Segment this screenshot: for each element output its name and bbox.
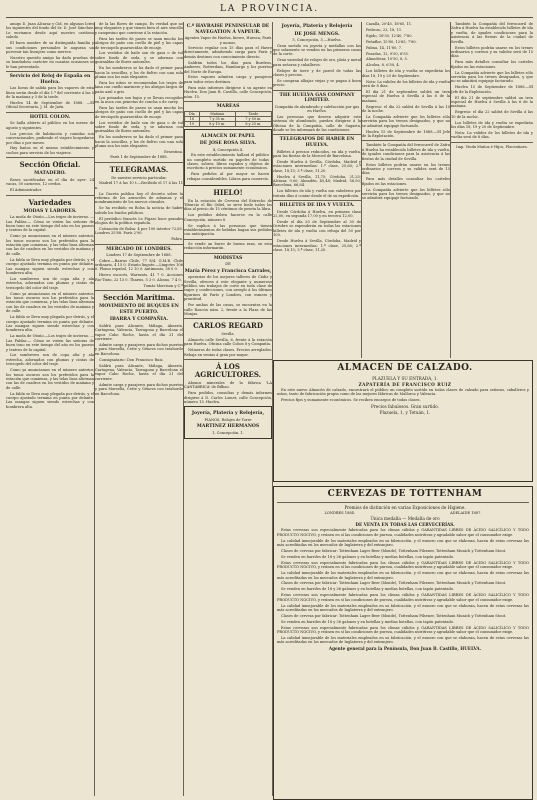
section-heading: TELEGRAFOS DE HABER EN HUELVA.	[279, 137, 355, 148]
paragraph: Admite carga y pasajeros para dichos puertos y para Marsella, Cette y Génova con trasbordo en Barcelona.	[95, 343, 183, 356]
divider	[451, 142, 533, 143]
section-heading: HIELO!	[213, 187, 243, 197]
table-cell: 7 y 35 m.	[199, 116, 235, 121]
paragraph: La calidad inmejorable de los materiales empleados en su fabricación, y el esmero con que se elaboran, hacen de estas cervezas las más acreditadas en los mercados de Inglaterra y del extranjero.	[277, 603, 529, 612]
advert-title: CERVEZAS DE TOTTENHAM	[327, 489, 483, 499]
address: 5, Concepción, 5.—Huelva.	[292, 38, 342, 43]
paragraph: En los sombreros se ha dado el primer paso hacia la sencillez, y los de fieltro con una sola pluma son los más elegantes.	[95, 66, 183, 79]
paragraph: Las personas que deseen adquirir este sistema de alumbrado, pueden dirigirse á la Oficina de la Compañía, calle de Sagasta, donde se les informará de las condiciones.	[273, 114, 361, 132]
paragraph: Consignatario: Don Francisco Ruiz.	[99, 357, 164, 362]
paragraph: Se suplica á las personas que tienen establecimientos de bebidas hagan sus pedidos con anticipación.	[184, 223, 272, 237]
paragraph: Saldrá para Alicante, Málaga, Almería, Cartagena, Valencia, Tarragona y Barcelona el vapor Cabo Roche, hasta el día 21 del corriente.	[95, 363, 183, 381]
divider	[95, 290, 183, 291]
section-heading: Joyería, Platería y Relojería	[281, 24, 353, 29]
paragraph: Gran variedad de relojes de oro, plata y metal para señoras y caballeros.	[273, 58, 361, 67]
subheading: Sevilla.	[221, 332, 235, 337]
table-cell: 7 y 50 m.	[235, 116, 271, 121]
paragraph: Estas cervezas son especialmente fabricadas para los climas cálidos y GARANTIDAS LIBRES DE ÁCIDO SALICÍLICO Y TODO PRODUCTO NOCIVO, y reúnen en sí las condiciones de pureza, cualidades nutritivas y agradable sabor que el consumidor exige.	[277, 560, 529, 570]
paragraph: Estas cervezas son especialmente fabricadas para los climas cálidos y GARANTIDAS LIBRES DE ÁCIDO SALICÍLICO Y TODO PRODUCTO NOCIVO, y reúnen en sí las condiciones de pureza, cualidades nutritivas y agradable sabor que el consumidor exige.	[277, 625, 529, 635]
paragraph: En este establecimiento hallará el público un completo surtido en papeles de todas clases, sobres, libros rayados y objetos de escritorio á precios sumamente económicos.	[187, 153, 269, 171]
paragraph: Los sombreros son de copa alta y ala estrecha, adornados con plumas y cintas de terciopelo del color del traje.	[6, 353, 94, 367]
paragraph: Para más detalles consultar los carteles fijados en las estaciones.	[362, 177, 450, 186]
paragraph: Abonos minerales de la fábrica 'LA CANTABRICA' de Bilbao.	[184, 380, 272, 390]
paragraph: Para más informes dirigirse á su agente en Huelva, Don Juan B. Castillo, calle Concepción, núm. 15.	[184, 85, 272, 99]
paragraph: Para las tardes de paseo se usan mucho los abrigos de paño con cuello de piel y las capas de terciopelo guarnecidas de encaje.	[95, 105, 183, 119]
paragraph: Como ya anunciamos en el número anterior, los tonos oscuros son los preferidos para la estación que comienza, y las telas lisas alternan con las de cuadros en los vestidos de mañana y de calle.	[6, 291, 94, 314]
paragraph: Estos vapores admiten carga y pasajeros para todos estos destinos.	[184, 75, 272, 84]
column-6	[451, 22, 533, 358]
list-item: Egido, 16'30, 12'40, 7'80.	[366, 33, 413, 38]
paragraph: Clases de cerveza por fabricar: Tottenham Lager Beer (blonde), Tottenham Pilsener, Tottenham Munich y Tottenham Stout.	[281, 549, 507, 554]
paragraph: Nota: La validez de los billetes de ida y vuelta será de 8 días.	[451, 130, 533, 140]
award: LONDRES 1884.	[324, 511, 356, 515]
section-heading: María Pérez y Francisca Carrales,	[184, 268, 272, 274]
paragraph: Se halla abierto al público en los meses de agosto y siguientes.	[6, 121, 94, 130]
paragraph: La calidad inmejorable de los materiales empleados en su fabricación, y el esmero con que se elaboran, hacen de estas cervezas las más acreditadas en los mercados de Inglaterra y del extranjero.	[277, 538, 529, 548]
paragraph: Huelva 14 de Septiembre de 1888. —El Oficial Secretario, J. M. de Jaén.	[6, 100, 94, 110]
list-item: Posadas, 12, 9'50, 6'55.	[366, 51, 409, 56]
tide-table	[184, 111, 272, 127]
divider	[273, 134, 361, 135]
paragraph: También la Compañía del ferrocarril de Zafra á Huelva ha establecido billetes de ida y vuelta, de iguales condiciones para la asistencia á las fiestas de la ciudad de Sevilla.	[451, 22, 533, 44]
paragraph: La Gaceta publica hoy el decreto sobre la reforma de los aranceles de aduanas y el nombramiento de los nuevos cónsules.	[95, 191, 183, 205]
column-5	[362, 22, 450, 358]
paragraph: Premios de distinción en varias Exposiciones de Higiene.	[344, 505, 466, 510]
paragraph: La Compañía advierte que los billetes sólo servirán para los trenes designados, y que no se admitirá equipaje facturado.	[362, 114, 450, 128]
paragraph: Los vestidos de baile son de gasa o de tul sobre fondo de seda, y se adornan con guirnaldas de flores naturales.	[95, 51, 183, 65]
paragraph: La moda de Otoño.—Los trajes de invierno. —Las Faldas.— Cómo se visten las señoras de buen tono en este tiempo del año en los paseos y teatros de la capital.	[6, 334, 94, 352]
paragraph: La falda se lleva muy plegada por detrás, y el cuerpo ajustado termina en punta por delante. Las mangas siguen siendo estrechas y con hombrera alta.	[6, 391, 94, 409]
section-heading: ALMACEN DE PAPEL	[200, 133, 256, 139]
dateline: París 1 de Septiembre de 1888.	[110, 155, 168, 160]
advert-box	[184, 406, 272, 439]
divider	[184, 101, 272, 102]
paragraph: Huelva 15 de Septiembre de 1888.—El Jefe de la Explotación.	[451, 85, 533, 94]
column-3	[184, 22, 272, 796]
paragraph: Para las tardes de paseo se usan mucho los abrigos de paño con cuello de piel y las capas de terciopelo guarnecidas de encaje.	[95, 36, 183, 50]
subheading: PIANOS, Relojes de Torre	[204, 418, 252, 423]
section-heading: MODISTAS	[213, 255, 243, 261]
paragraph: Estos billetes podrán usarse en los trenes ordinarios y correos y su validez será de 15 días.	[451, 45, 533, 59]
advert-address: PLAZUELA Y SU ENTRADA, 1.	[372, 375, 438, 381]
section-heading: MERCADO DE LONDRES.	[106, 246, 172, 252]
divider	[6, 71, 94, 72]
paragraph: Servicio regular con 15 días para el Havre directamente, admitiendo carga para Paris y demás destinos con conocimiento directo.	[184, 46, 272, 59]
paragraph: El buen nombre de su distinguida familia y sus condiciones personales le auguran un porvenir tan lisonjero como merece.	[6, 41, 94, 54]
paragraph: Huelva 15 de Septiembre de 1888.—El Jefe de la Explotación.	[362, 129, 450, 139]
advert-name: ZAPATERÍA DE FRANCISCO RUIZ	[358, 381, 452, 387]
paragraph: Hay baños en el mismo establecimiento y coches para servicio de los viajeros.	[6, 146, 94, 155]
column-2	[95, 22, 183, 796]
masthead	[6, 4, 533, 18]
paragraph: Relojes de torre y de pared de todas las clases y precios.	[273, 68, 361, 78]
paragraph: Para pedidos al por mayor se hacen rebajas considerables. Libros para comercio.	[187, 172, 269, 181]
column-4	[273, 22, 361, 358]
paragraph: Los peinados son bajos y se llevan recogidos en la nuca con peinetas de concha o de carey.	[95, 95, 183, 104]
paragraph: Agente general para la Península, Don Juan B. Castillo, HUELVA.	[328, 646, 482, 652]
advert-box	[184, 129, 272, 186]
divider	[277, 502, 529, 503]
signature: Tomás Morrison y C.ª	[143, 283, 183, 288]
paragraph: La moda de Otoño.—Los trajes de invierno. —Las Faldas.— Cómo se visten las señoras de buen tono en este tiempo del año en los paseos y teatros de la capital.	[6, 215, 94, 233]
paragraph: Reses sacrificadas en el día de ayer: 24 vacas, 50 carneros, 12 cerdos.	[6, 177, 94, 187]
section-heading: CARLOS REGARD	[193, 321, 263, 331]
paragraph: Regreso: el día 22 saldrá de Sevilla á las 10 de la noche.	[451, 110, 533, 119]
paragraph: Desde Huelva á Sevilla, Córdoba, Madrid y estaciones intermedias: 1.ª clase, 25,60; 2.ª clase, 18,15; 3.ª clase, 11,20.	[273, 159, 361, 173]
address: 4, Concepción 4.	[212, 147, 244, 152]
newspaper-title: LA PROVINCIA.	[219, 4, 320, 14]
dateline: Londres 17 de Septiembre de 1888.	[106, 253, 172, 258]
list-item: Palma, 14, 11'80, 7.	[366, 45, 403, 50]
paragraph: Los pedidos deben hacerse en la calle Concepción, número 8.	[184, 213, 272, 222]
paragraph: Se vende un burro de buena raza, en esta redacción informarán.	[184, 241, 272, 251]
table-cell: 19	[185, 121, 200, 126]
section-heading: TELEGRAMAS.	[109, 164, 169, 174]
paragraph: En la estación de Cerveza del Estrecho de Tiburcio el Río Odiel, se sirve hielo todos los días al precio de 15 céntimos de peseta la libra.	[184, 198, 272, 212]
table-cell: 18	[185, 116, 200, 121]
divider	[273, 200, 361, 201]
paragraph: Almacén calle Sevilla, 6, frente á la estación para Huelva. Oficina calle Cobos 8 y Compañía.	[184, 337, 272, 347]
paragraph: DE VENTA EN TODAS LAS CERVECERÍAS.	[355, 522, 455, 528]
divider	[6, 112, 94, 113]
table-header: Día	[185, 111, 200, 116]
paragraph: También la Compañía del ferrocarril de Zafra á Huelva ha establecido billetes de ida y vuelta, de iguales condiciones para la asistencia á las fiestas de la ciudad de Sevilla.	[362, 143, 450, 161]
section-heading: MAREAS	[216, 103, 240, 109]
paragraph: Madrid 17 á las 10 t.—Recibido el 17 á las 11 n.	[95, 181, 183, 190]
paragraph: Se ha recibido en Bolsa la noticia de haber subido los fondos públicos.	[95, 206, 183, 215]
paragraph: La calidad inmejorable de los materiales empleados en su fabricación, y el esmero con que se elaboran, hacen de estas cervezas las más acreditadas en los mercados de Inglaterra y del extranjero.	[277, 571, 529, 580]
paragraph: El periódico francés Le Figaro hace grandes elogios de la política española.	[95, 216, 183, 226]
table-cell: 8 y 25 m.	[235, 121, 271, 126]
section-heading: MATADERO.	[34, 171, 66, 177]
section-heading: DE JOSE MENGS.	[294, 31, 340, 37]
paragraph: La Compañía advierte que los billetes sólo servirán para los trenes designados, y que no se admitirá equipaje facturado.	[451, 70, 533, 84]
paragraph: de la las flores de campo. Es verdad que no muy elegantes y que tienen bien el aire sencillo y campesino que conviene á la estación.	[95, 22, 183, 35]
paragraph: Admite carga y pasajeros para dichos puertos y para Marsella, Cette y Génova con trasbordo en Barcelona.	[95, 382, 183, 396]
award-row	[277, 511, 529, 515]
table-header: Mañana	[199, 111, 235, 116]
paragraph: La Compañía advierte que los billetes sólo servirán para los trenes designados, y que no se admitirá equipaje facturado.	[362, 187, 450, 201]
section-heading: THE HUELVA GAS COMPANY LIMITED.	[279, 92, 355, 104]
subheading: DE	[225, 262, 231, 267]
paragraph: El día 21 de septiembre saldrá un tren especial de Huelva á Sevilla á las 6 de la mañana.	[362, 89, 450, 103]
paragraph: Saldrá para Alicante, Málaga, Almería, Cartagena, Valencia, Tarragona y Barcelona el vapor Cabo Roche, hasta el día 21 del corriente.	[95, 323, 183, 342]
paragraph: Los sombreros son de copa alta y ala estrecha, adornados con plumas y cintas de terciopelo del color del traje.	[6, 276, 94, 290]
divider	[6, 195, 94, 196]
signature: Ernestina.	[164, 150, 183, 155]
paragraph: Estas cervezas son especialmente fabricadas para los climas cálidos y GARANTIDAS LIBRES DE ÁCIDO SALICÍLICO Y TODO PRODUCTO NOCIVO, y reúnen en sí las condiciones de pureza, cualidades nutritivas y agradable sabor que el consumidor exige.	[277, 593, 529, 602]
section-heading: Á LOS AGRICULTORES.	[194, 361, 262, 379]
advert-address: Plazuela, 1, y Tetuán, 1.	[379, 409, 431, 415]
divider	[184, 359, 272, 360]
paragraph: Cobre.—Barras Chile, 77 8/4. G.M.B. Chile ordinario, 4 15 0. Estaño lingote.—Lingotes 106 0. Plomo español, 12 10 0. Antimonio, 38 0 0.	[95, 258, 183, 272]
address: 1, Concepción, 1.	[212, 431, 244, 436]
paragraph: Clases de cerveza por fabricar: Tottenham Lager Beer (blonde), Tottenham Pilsener, Tottenham Munich y Tottenham Stout.	[281, 581, 507, 586]
divider	[273, 90, 361, 91]
list-item: Alcolea, 8, 6'50, 4.	[366, 63, 400, 68]
paragraph: operarias de los mejores talleres de Cádiz y Sevilla, ofrecen á este elegante y numeroso público sus trabajos de corte en toda clase de trajes y confecciones, con arreglo á los últimos figurines de París y Londres, con esmero y prontitud.	[184, 275, 272, 302]
paragraph: Clases de cerveza por fabricar: Tottenham Lager Beer (blonde), Tottenham Pilsener, Tottenham Munich y Tottenham Stout.	[281, 613, 507, 618]
table-row	[185, 121, 272, 126]
paragraph: Cotización de Bolsa: 4 por 100 interior 72,85. Londres 25'88. París 2'90.	[95, 226, 183, 236]
paragraph: Para los niños se recomiendan los trajes de lana con cuello marinero y los abrigos largos de paño azul o gris.	[95, 80, 183, 94]
signature: Fabra.	[171, 237, 183, 242]
divider	[184, 318, 272, 319]
divider	[6, 157, 94, 158]
paragraph: Desde el día 20 de Septiembre al 30 de Octubre se expenderán en todas las estaciones billetes de ida y vuelta con rebaja del 50 por 100.	[273, 220, 361, 238]
section-heading: MODAS Y LABORES.	[23, 208, 77, 214]
award: ADELAIDE 1887.	[450, 511, 482, 515]
section-heading: Variedades	[28, 197, 72, 207]
paragraph: La calidad inmejorable de los materiales empleados en su fabricación, y el esmero con que se elaboran, hacen de estas cervezas las más acreditadas en los mercados de Inglaterra y del extranjero.	[277, 636, 529, 645]
subheading: De nuestro servicio particular.	[111, 175, 167, 180]
paragraph: Huelva á Sevilla, 11,75; Córdoba, 21,25; Alcázar, 9,00; Almadén, 45,48; Madrid, 58,50; Barcelona, 66,84.	[273, 174, 361, 188]
paragraph: Las horas de salida para los vapores de esta línea serán desde el día 1.º del corriente á las 5 de la mañana y 3 de la tarde.	[6, 86, 94, 100]
advert-cerveza	[273, 486, 533, 800]
paragraph: Precios fabulosos. Gran surtido.	[371, 403, 439, 409]
paragraph: Estas cervezas son especialmente fabricadas para los climas cálidos y GARANTIDAS LIBRES DE ÁCIDO SALICÍLICO Y TODO PRODUCTO NOCIVO, y reúnen en sí las condiciones de pureza, cualidades nutritivas y agradable sabor que el consumidor exige.	[277, 528, 529, 537]
paragraph: Se compran alhajas viejas y se pagan á buen precio.	[273, 78, 361, 88]
paragraph: En este nuevo Almacén de calzado, encontrará el público un completo surtido en todas clases de calzado para señoras, caballeros y niños, tanto de fabricación propia como de las mejores fábricas de Mallorca y Valencia.	[277, 387, 529, 396]
paragraph: La falda se lleva muy plegada por detrás, y el cuerpo ajustado termina en punta por delante. Las mangas siguen siendo estrechas y con hombrera alta.	[6, 315, 94, 333]
paragraph: Los vestidos de baile son de gasa o de tul sobre fondo de seda, y se adornan con guirnaldas de flores naturales.	[95, 120, 183, 134]
section-heading: DE JOSE ROSA SILVA.	[199, 141, 257, 147]
subheading: Agentes Vapor de Huelva, hierro, Huesca, París y monos.	[184, 36, 272, 45]
paragraph: Saldrán todos los días para Burdeos, Amberes, Rotterdam, Hamburgo y los puertos del Norte de Europa.	[184, 60, 272, 74]
subheading: Compañía de alumbrado y calefacción por gas en Huelva.	[274, 104, 360, 114]
section-heading: Sección Oficial.	[19, 160, 81, 170]
paragraph: El Administrador.	[10, 188, 42, 193]
divider	[184, 253, 272, 254]
paragraph: El día 21 de septiembre saldrá un tren especial de Huelva á Sevilla á las 6 de la mañana.	[451, 95, 533, 109]
advert-calzado	[273, 360, 533, 482]
section-heading: Sección Marítima.	[103, 293, 175, 303]
newspaper-page	[6, 4, 533, 796]
list-item: Almodóvar, 10'50, 8, 5.	[366, 57, 408, 62]
imprint: Imp. Viuda Muñoz é Hijos, Placentines.	[456, 144, 528, 149]
table-cell: 8 y 10 m.	[199, 121, 235, 126]
divider	[184, 239, 272, 240]
paragraph: Los precios de habitación y comidas son convencionales, pudiendo el viajero hospedarse por días o por meses.	[6, 131, 94, 145]
paragraph: amigo D. Juan Alcaraz y Cid, en algunos lotes los siguientes del fondo del Sr. D. José Sánchez. Le enviamos desde aquí nuestro cariñoso saludo.	[6, 22, 94, 40]
paragraph: Regreso: el día 22 saldrá de Sevilla á las 10 de la noche.	[362, 104, 450, 113]
list-item: Pedroso, 23, 18, 11.	[366, 27, 403, 32]
paragraph: Desde Córdoba á Huelva, en primera clase 22,00, en segunda 17,00 y en tercera 12,00.	[273, 209, 361, 219]
paragraph: Se venden en barriles de 18 y 36 galones y en botellas y medias botellas, con tapón patentado.	[281, 554, 455, 559]
section-heading: IBARRA Y COMPAÑIA.	[109, 317, 169, 323]
paragraph: Para pedidos, consultas y demás informes dirigirse á D. Carlos Lomet, calle Concepción, número 15. Huelva.	[184, 391, 272, 405]
paragraph: Para más detalles consultar los carteles fijados en las estaciones.	[451, 60, 533, 69]
paragraph: Como ya anunciamos en el número anterior, los tonos oscuros son los preferidos para la estación que comienza, y las telas lisas alternan con las de cuadros en los vestidos de mañana y de calle.	[6, 368, 94, 390]
paragraph: Como ya anunciamos en el número anterior, los tonos oscuros son los preferidos para la estación que comienza, y las telas lisas alternan con las de cuadros en los vestidos de mañana y de calle.	[6, 234, 94, 256]
paragraph: Los billetes de ida y vuelta son valederos por treinta días á contar desde el de su expedición.	[273, 189, 361, 198]
section-heading: Servicio del Reloj de España en Huelva.	[9, 74, 91, 85]
divider	[95, 162, 183, 163]
paragraph: Única medalla — Medalla de oro	[370, 516, 440, 522]
paragraph: Gran surtido en joyería y medallas con las que solamente se venden en las primeras casas de la corte.	[273, 43, 361, 57]
paragraph: Por ambas de las casas, se encuentra en la calle Rascón núm. 2, frente a la Plaza de las Monjas.	[184, 303, 272, 316]
paragraph: Nuestro querido amigo ha dado pruebas de su bondadoso carácter en cuantas ocasiones se le han presentado.	[6, 55, 94, 69]
paragraph: Nota: La validez de los billetes de ida y vuelta será de 8 días.	[362, 79, 450, 88]
section-heading: C.ª HAVRAISE PENINSULAR DE NAVEGATION Á VAPEUR.	[186, 24, 270, 35]
table-header: Tarde	[235, 111, 271, 116]
section-heading: BILLETES DE IDA Y VUELTA.	[279, 203, 355, 209]
section-heading: MARTINEZ HERMANOS	[196, 424, 260, 430]
paragraph: En los sombreros se ha dado el primer paso hacia la sencillez, y los de fieltro con una sola pluma son los más elegantes.	[95, 135, 183, 149]
paragraph: Precios fijos y sumamente económicos. Se reciben encargos de todas clases.	[281, 397, 421, 402]
section-heading: MOVIMIENTO DE BUQUES EN ESTE PUERTO.	[99, 304, 179, 315]
section-heading: Joyería, Platería y Relojería,	[191, 411, 265, 417]
divider	[95, 244, 183, 245]
section-heading: HOTEL COLON.	[29, 114, 71, 120]
paragraph: Estos billetes podrán usarse en los trenes ordinarios y correos y su validez será de 15 días.	[362, 162, 450, 176]
paragraph: La falda se lleva muy plegada por detrás, y el cuerpo ajustado termina en punta por delante. Las mangas siguen siendo estrechas y con hombrera alta.	[6, 257, 94, 275]
paragraph: Se venden en barriles de 18 y 36 galones y en botellas y medias botellas, con tapón patentado.	[281, 619, 455, 624]
paragraph: Desde Huelva á Sevilla, Córdoba, Madrid y estaciones intermedias: 1.ª clase, 25,60; 2.ª clase, 18,15; 3.ª clase, 11,20.	[273, 239, 361, 252]
paragraph: Se venden en barriles de 18 y 36 galones y en botellas y medias botellas, con tapón patentado.	[281, 587, 455, 592]
divider	[362, 140, 450, 141]
advert-title: ALMACEN DE CALZADO.	[337, 363, 473, 373]
paragraph: Billetes á precios reducidos, en ida y vuelta, para las fiestas de la Merced de Barcelona.	[273, 149, 361, 158]
paragraph: Los billetes de ida y vuelta se expedirán los días 18, 19 y 20 de Septiembre.	[451, 120, 533, 130]
list-item: Peñaflor, 15'80, 12'65, 7'80.	[366, 39, 417, 44]
paragraph: Los billetes de ida y vuelta se expedirán los días 18, 19 y 20 de Septiembre.	[362, 69, 450, 78]
list-item: Cazalla, 20'45, 16'65, 11.	[366, 22, 413, 26]
column-1	[6, 22, 94, 796]
paragraph: Números de todas clases. Precios arreglados. Rebaja en ventas á gran por mayor.	[184, 348, 272, 357]
paragraph: Hierro escocés, Warrants, 41 7 0. Acciones Rio-Tinto, 22 15 0. Tharsis, 5 3 0. Alosno, 7 4 0.	[95, 273, 183, 282]
